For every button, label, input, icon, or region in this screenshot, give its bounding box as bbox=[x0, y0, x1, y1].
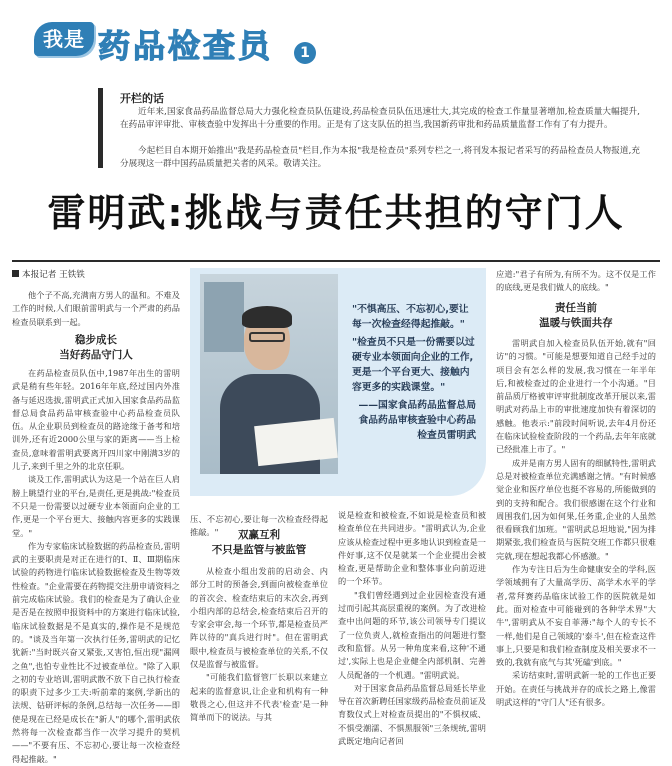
note-paragraph: 近年来,国家食品药品监督总局大力强化检查员队伍建设,药品检查员队伍迅速壮大,其完成的检查工作量显著增加,检查质量大幅提升,在药品审评审批、审核查验中发挥出十分重要的作用。正是有了这支队伍的担当,我国新药审批和药品质量监督工作有了有力提升。 bbox=[120, 107, 640, 130]
series-badge: 我是 bbox=[34, 22, 94, 56]
subhead-responsibility bbox=[496, 301, 656, 331]
note-paragraph: 今起栏目自本期开始推出"我是药品检查员"栏目,作为本报"我是检查员"系列专栏之一,将刊发本报记者采写的药品检查员人物报道,充分展现这一群中国药品质量把关者的风采。敬请关注。 bbox=[120, 146, 640, 169]
column-1-body bbox=[12, 367, 180, 766]
series-title: 药品检查员 bbox=[98, 27, 274, 65]
portrait-photo bbox=[200, 274, 338, 474]
paragraph: 成并是南方男人固有的细腻特性,雷明武总是对被检查单位充满感谢之情。"有时候感觉企业和医疗单位也挺不容易的,所能做到的到的支持和配合。我们很感谢在这个行业和周围我们,因为如何果,任务重,企业的人虽然很看顾我们加班。"雷明武总坦地说,"因为排期紧张,我们检查员与医院交班工作都只很难完就,现在想起我都心怀感激。" bbox=[496, 457, 656, 561]
paragraph: "可能我们监督管厂长职以来建立起来的监督意识,让企业和机构有一种敬畏之心,但这并不代表'检查'是一种简单而下的说法。与其 bbox=[190, 672, 328, 723]
column-2-body bbox=[190, 565, 328, 725]
pull-quote bbox=[352, 302, 476, 446]
photo-shelf bbox=[204, 282, 244, 352]
byline-text: 本报记者 王铁铁 bbox=[22, 270, 85, 280]
article-headline: 雷明武:挑战与责任共担的守门人 bbox=[47, 191, 625, 235]
subhead-line: 温暖与铁面共存 bbox=[539, 317, 613, 329]
series-number-badge: 1 bbox=[294, 42, 316, 64]
byline-square-icon bbox=[12, 270, 19, 277]
note-accent-bar bbox=[98, 88, 103, 168]
paragraph: 采访结束时,雷明武新一轮的工作也正要开始。在责任与挑战并存的成长之路上,像雷明武这样的"守门人"还有很多。 bbox=[496, 670, 656, 708]
subhead-line: 责任当前 bbox=[555, 302, 597, 314]
photo-person-hair bbox=[242, 306, 292, 328]
pull-quote-attribution: ——国家食品药品监督总局食品药品审核查验中心药品检查员雷明武 bbox=[358, 400, 476, 441]
photo-documents bbox=[254, 418, 338, 466]
subhead-mutual-benefit bbox=[190, 528, 328, 558]
pull-quote-line: "检查员不只是一份需要以过硬专业本领面向企业的工作,更是一个平台更大、接触内容更多的实践课堂。" bbox=[352, 337, 475, 393]
paragraph: 谈及工作,雷明武认为这是一个站在巨人肩膀上眺望行业的平台,是责任,更是挑战:"检查员不只是一份需要以过硬专业本领面向企业的工作,更是一个平台更大、接触内容更多的实践课堂。" bbox=[12, 474, 180, 538]
headline-divider bbox=[12, 260, 660, 262]
paragraph: 从检查小组出发前的启动会、内部分工时的预备会,到面向被检查单位的首次会、检查结束后的末次会,再到小组内部的总结会,检查结束后召开的专家会审会,每一个环节,都是检查员严阵以待的"真兵进行时"。但在雷明武眼中,检查员与被检查单位的关系,不仅仅是监督与被监督。 bbox=[190, 566, 328, 670]
paragraph: "我们曾经遇到过企业因检查没有通过而引起其高层重视的案例。为了改进检查中出问题的环节,该公司领导专门提议了一位负责人,就检查指出的问题进行整改和监督。从另一种角度来看,这种'不通过',实际上也是企业健全内部机制、完善人员配备的一个机遇。"雷明武说。 bbox=[338, 589, 486, 680]
subhead-line: 稳步成长 bbox=[75, 334, 117, 346]
subhead-line: 双赢互利 bbox=[238, 529, 280, 541]
subhead-line: 不只是监管与被监管 bbox=[211, 544, 307, 556]
paragraph: 作为专家临床试验数据的药品检查员,雷明武的主要职责是对正在进行的Ⅰ、Ⅱ、Ⅲ期临床试验的药物进行临床试验数据检查及生物等效性检查。"企业需要在药物提交注册申请资料之前完成临床试验。我们的检查是为了确认企业是否是在按照申报资料中的方案进行临床试验,临床试验数据是不是真实的,操作是不是规范的。"谈及当年第一次执行任务,雷明武的记忆犹新:"当时既兴奋又紧张,又害怕,恒出现"漏网之鱼",也怕专业性比不过被查单位。"除了入职之初的专业培训,雷明武散不放下自己执行检查的职责下过多少工夫:听前辈的案例,学新出的法规、钻研评标的条例,总结每一次任务——即使是现在已经是成长在"新人"的哪个,雷明武依然将每一次检查都当作一次学习提升的契机——"不要有压、不忘初心,要让每一次检查经得起推敲。" bbox=[12, 540, 180, 764]
subhead-steady-growth bbox=[12, 333, 180, 363]
column-4-body bbox=[496, 337, 656, 709]
paragraph: 说是检查和被检查,不如说是检查员和被检查单位在共同进步。"雷明武认为,企业应该从检查过程中更多地认识到检查是一件好事,这不仅是就某一个企业提出会被检查,更是帮助企业和整体事业向前迈进的一个环节。 bbox=[338, 510, 486, 587]
pull-quote-line: "不惧高压、不忘初心,要让每一次检查经得起推敲。" bbox=[352, 304, 469, 330]
paragraph: 压、不忘初心,要让每一次检查经得起推敲。" bbox=[190, 514, 328, 538]
byline bbox=[12, 268, 85, 280]
subhead-line: 当好药品守门人 bbox=[59, 349, 133, 361]
paragraph: 对于国家食品药品监督总局延长毕业导在首次新聘任国家级药品检查员前证及育数仪式上对检查员提出的"不惧权威、不惧受潮濡、不惧黑服领"三条规统,雷明武既定地向记者回 bbox=[338, 682, 486, 747]
column-3-body bbox=[338, 509, 486, 748]
paragraph: 他个子不高,充满南方男人的温和。不难及工作的时候,人们眼前雷明武与一个严肃的药品检查员联系到一起。 bbox=[12, 290, 180, 327]
column-4-lead bbox=[496, 268, 656, 295]
note-heading: 开栏的话 bbox=[120, 92, 164, 105]
column-1-lead bbox=[12, 289, 180, 329]
paragraph: 作为专注日后为生命健康安全的学科,医学领域拥有了大量高学历、高学术水平的学者,常拜赛药品临床试验工作的医院就是如此。面对检查中可能碰到的各种学术界"大牛",雷明武从不妄自菲薄:"每个人的专长不一样,他们是自己领域的'泰斗',但在检查这件事上,只要是和我们检查制度及相关要求不一致的,我就有底气与其'死磕'到底。" bbox=[496, 564, 656, 668]
paragraph: 应道:"君子有所为,有所不为。这不仅是工作的底线,更是我们做人的底线。" bbox=[496, 269, 656, 293]
photo-person-glasses bbox=[249, 332, 285, 342]
paragraph: 雷明武自加入检查员队伍开始,就有"回访"的习惯。"可能是想要知道自己经手过的项目会有怎么样的发展,我习惯在一年半年后,和被检查过的企业进行一个小沟通。"目前品质厅格被审评审批制度改革开展以来,雷明武对药品上市的审批速度加快有着深切的感触。他表示:"前段时间听说,去年4月份还在临床试验检查阶段的一个药品,去年年底就已经批准上市了。" bbox=[496, 338, 656, 455]
paragraph: 在药品检查员队伍中,1987年出生的雷明武是稍有些年轻。2016年年底,经过国内外准备与延迟选拔,雷明武正式加入国家食品药品监督总局食品药品审核查验中心药品检查员队伍。从企业职员到检查员的路途缘于备考和培训外,还有近2000公里与家的距离——当上检查员,意味着雷明武要离开四川家中刚满3岁的儿子,来到千里之外的北京任职。 bbox=[12, 368, 180, 472]
